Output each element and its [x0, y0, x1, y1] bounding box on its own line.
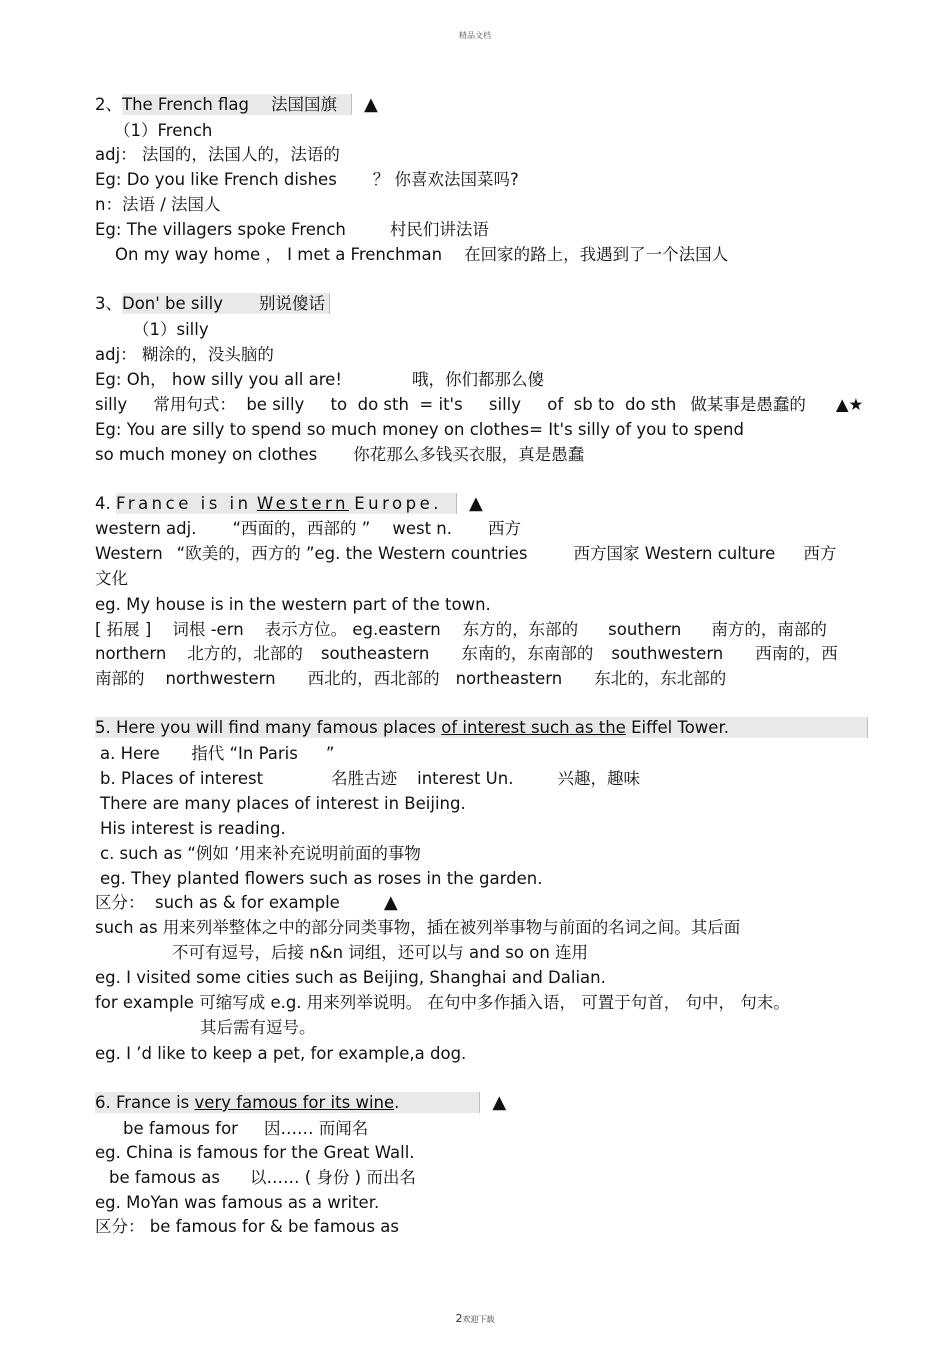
text-line [95, 170, 519, 190]
text-cn: ？ 你喜欢法国菜吗? [372, 170, 519, 189]
text-en: b. Places of interest [100, 769, 264, 788]
text-line: 其后需有逗号。 [200, 1018, 316, 1037]
title-underlined: Western [256, 494, 349, 513]
section-4-heading [95, 494, 483, 514]
text-en: southern [608, 620, 682, 639]
text-mixed: a. Here 指代 “In Paris [100, 744, 298, 763]
page-number: 2 [455, 1312, 463, 1325]
title-en: Don' be silly [122, 294, 224, 313]
section-5-heading [95, 718, 868, 738]
title-part: Eiffel Tower. [625, 718, 729, 737]
text-line: His interest is reading. [100, 819, 286, 838]
text-line [95, 519, 521, 539]
text-cn: “西面的，西部的 ” [232, 519, 371, 538]
text-mixed: 西方国家 Western culture [573, 544, 776, 563]
text-mixed: 区分： such as & for example [95, 893, 340, 912]
text-cn: 因…… 而闻名 [263, 1119, 369, 1138]
highlight-title [95, 717, 868, 738]
page-footer [0, 1312, 950, 1325]
text-line: c. such as “例如 ’用来补充说明前面的事物 [100, 844, 421, 863]
section-number: 2、 [95, 95, 122, 114]
text-en: southeastern [320, 644, 430, 663]
title-part: 5. Here you will find many famous places [95, 718, 442, 737]
text-line: for example 可缩写成 e.g. 用来列举说明。 在句中多作插入语， 可置于句首， 句中， 句末。 [95, 993, 790, 1012]
text-en: silly 常用句式： be silly to do sth = it's silly of sb to do sth [95, 395, 677, 414]
text-en: Western [95, 544, 163, 563]
triangle-mark-icon: ▲ [364, 94, 378, 115]
text-en: Eg: Oh， how silly you all are! [95, 370, 342, 389]
title-part: 6. France is [95, 1093, 195, 1112]
text-line: Eg: You are silly to spend so much money on clothes= It's silly of you to spend [95, 420, 744, 439]
text-line: eg. MoYan was famous as a writer. [95, 1193, 380, 1212]
text-en: Eg: The villagers spoke French [95, 220, 346, 239]
text-line: eg. They planted flowers such as roses in the garden. [100, 869, 543, 888]
text-cn: 村民们讲法语 [389, 220, 489, 239]
text-mixed: [ 拓展 ] 词根 -ern 表示方位。 eg.eastern [95, 620, 441, 639]
text-line [95, 395, 863, 415]
section-3-heading [95, 294, 330, 314]
section-number: 3、 [95, 294, 122, 313]
highlight-title [95, 1092, 480, 1113]
text-line [95, 669, 726, 689]
text-line: There are many places of interest in Beijing. [100, 794, 466, 813]
text-line [109, 1168, 416, 1188]
text-line [95, 220, 489, 240]
text-cn: 以…… ( 身份 ) 而出名 [249, 1168, 416, 1187]
text-en: On my way home ， I met a Frenchman [115, 245, 443, 264]
text-mixed: “欧美的，西方的 ”eg. the Western countries [176, 544, 528, 563]
text-cn: 南方的，南部的 [711, 620, 827, 639]
text-en: west n. [392, 519, 452, 538]
text-line: eg. I visited some cities such as Beijing, Shanghai and Dalian. [95, 968, 606, 987]
text-line [123, 1119, 368, 1139]
text-cn: 西方 [803, 544, 837, 563]
text-cn: 西北的，西北部的 [307, 669, 440, 688]
title-part: Europe. [354, 494, 443, 513]
text-line: adj： 糊涂的，没头脑的 [95, 345, 274, 364]
text-en: northeastern [455, 669, 563, 688]
text-line [95, 644, 838, 664]
footer-text: 欢迎下载 [462, 1315, 495, 1324]
text-en: interest Un. [417, 769, 514, 788]
text-cn: 东南的，东南部的 [461, 644, 594, 663]
text-line [100, 769, 640, 789]
text-line: eg. China is famous for the Great Wall. [95, 1143, 415, 1162]
text-cn: 西南的，西 [755, 644, 838, 663]
text-mixed: 南部的 northwestern [95, 669, 276, 688]
text-line [95, 370, 544, 390]
text-line: n：法语 / 法国人 [95, 195, 221, 214]
text-line: 文化 [95, 569, 128, 588]
triangle-mark-icon: ▲ [469, 493, 483, 514]
text-en: be famous for [123, 1119, 238, 1138]
text-line [95, 445, 584, 465]
text-line: 不可有逗号，后接 n&n 词组，还可以与 and so on 连用 [172, 943, 589, 962]
title-cn: 法国国旗 [271, 95, 338, 114]
text-line [95, 544, 836, 564]
title-part: . [394, 1093, 400, 1112]
title-en: The French flag [122, 95, 250, 114]
text-en: southwestern [611, 644, 724, 663]
text-line: （1）French [114, 121, 213, 140]
title-underlined: very famous for its wine [194, 1093, 395, 1112]
text-cn: 你花那么多钱买衣服，真是愚蠢 [353, 445, 585, 464]
triangle-mark-icon: ▲ [383, 892, 398, 913]
text-line: eg. My house is in the western part of the town. [95, 595, 491, 614]
text-cn: 在回家的路上，我遇到了一个法国人 [464, 245, 729, 264]
text-line: eg. I ’d like to keep a pet, for example,a dog. [95, 1044, 467, 1063]
text-mark: ” [325, 744, 335, 763]
text-cn: 名胜古迹 [331, 769, 398, 788]
text-cn: 东北的，东北部的 [594, 669, 727, 688]
title-cn: 别说傻话 [259, 294, 326, 313]
text-en: western adj. [95, 519, 197, 538]
text-line: （1）silly [133, 320, 209, 339]
text-line [100, 744, 334, 764]
text-line: adj： 法国的，法国人的，法语的 [95, 145, 340, 164]
text-en: be famous as [109, 1168, 220, 1187]
section-6-heading [95, 1093, 506, 1113]
section-2-heading [95, 95, 378, 115]
text-mixed: northern 北方的，北部的 [95, 644, 303, 663]
text-en: Eg: Do you like French dishes [95, 170, 337, 189]
text-cn: 兴趣，趣味 [557, 769, 640, 788]
title-part: France is in [116, 494, 252, 513]
text-line [95, 620, 827, 640]
text-cn: 东方的，东部的 [462, 620, 579, 639]
highlight-title [116, 493, 457, 514]
highlight-title [122, 94, 352, 115]
page-header: 精品文档 [459, 31, 491, 40]
title-underlined: of interest such as the [441, 718, 626, 737]
text-cn: 做某事是愚蠢的 [690, 395, 806, 414]
text-cn: 哦，你们都那么傻 [411, 370, 544, 389]
text-en: so much money on clothes [95, 445, 318, 464]
text-line [115, 245, 728, 265]
text-line [95, 893, 398, 913]
text-line: such as 用来列举整体之中的部分同类事物，插在被列举事物与前面的名词之间。其后面 [95, 918, 741, 937]
triangle-star-icon: ▲★ [835, 395, 864, 414]
text-line: 区分： be famous for & be famous as [95, 1217, 400, 1236]
section-number: 4. [95, 494, 111, 513]
triangle-mark-icon: ▲ [492, 1092, 507, 1113]
highlight-title [122, 293, 330, 314]
text-cn: 西方 [488, 519, 521, 538]
